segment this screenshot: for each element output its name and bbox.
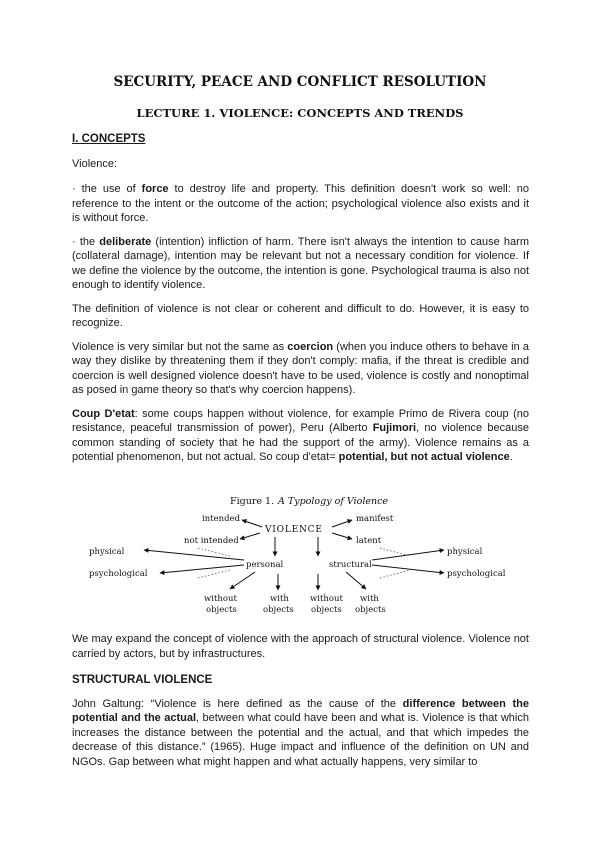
section-heading: I. CONCEPTS xyxy=(72,133,146,145)
label-psychological-left: psychological xyxy=(89,569,148,579)
typology-figure xyxy=(80,492,520,620)
p5-bold2: Fujimori xyxy=(372,422,417,434)
p1-rest: to destroy life and property. This definition doesn't work so well: no reference to the intent or the outcome of the action; psychological violence also exists and it is without force. xyxy=(72,183,529,224)
definition-unclear-paragraph: The definition of violence is not clear or coherent and difficult to do. However, it is easy to recognize. xyxy=(72,302,529,329)
p5-bold3: potential, but not actual violence xyxy=(338,451,510,463)
label-objects-3: objects xyxy=(311,605,342,615)
label-objects-2: objects xyxy=(263,605,294,615)
p4-rest: (when you induce others to behave in a way they dislike by threatening them if they don't comply: mafia, if the threat is credible and coercion is well designed violence doesn't have to be used, violence is costly and nonoptimal as posed in game theory so that's why coercion happens). xyxy=(72,340,529,396)
label-intended: intended xyxy=(202,514,241,524)
label-with-2: with xyxy=(360,594,379,604)
structural-violence-heading: STRUCTURAL VIOLENCE xyxy=(72,674,213,686)
label-structural: structural xyxy=(329,560,372,570)
p7-prefix: John Galtung: “Violence is here defined as the cause of the xyxy=(72,697,403,710)
label-with-1: with xyxy=(270,594,289,604)
galtung-paragraph xyxy=(72,697,529,770)
label-physical-left: physical xyxy=(89,547,125,557)
section-structural xyxy=(72,632,529,769)
p4-prefix: Violence is very similar but not the same as xyxy=(72,340,288,353)
p2-prefix: · the xyxy=(72,235,100,248)
label-latent: latent xyxy=(356,536,382,546)
label-not-intended: not intended xyxy=(184,536,239,546)
definition-force-paragraph xyxy=(72,182,529,226)
label-without-2: without xyxy=(310,594,343,604)
label-psychological-right: psychological xyxy=(447,569,506,579)
figure-dotted-lines xyxy=(198,548,410,578)
label-without-1: without xyxy=(204,594,237,604)
label-physical-right: physical xyxy=(447,547,483,557)
p5-mid2: , no violence because common standing of society that he had the support of the army). Violence remains as a potential phenomenon, but not actual. So coup d'etat= xyxy=(72,422,529,463)
structural-intro-paragraph: We may expand the concept of violence with the approach of structural violence. Violence not carried by actors, but by infrastructures. xyxy=(72,633,529,660)
lecture-title: LECTURE 1. VIOLENCE: CONCEPTS AND TRENDS xyxy=(136,106,464,120)
p4-bold: coercion xyxy=(287,340,334,353)
p7-rest: , between what could have been and what is. Violence is that which increases the distance between the potential and the actual, and that which impedes the decrease of this distance.” (1965). Huge impact and influence of the definition on UN and NGOs. Gap between what might happen and what actually happens, very similar to xyxy=(72,712,529,768)
p1-prefix: · the use of xyxy=(72,183,142,195)
coercion-paragraph xyxy=(72,340,529,398)
figure-caption-prefix: Figure 1. xyxy=(230,496,275,507)
coup-paragraph xyxy=(72,407,529,465)
label-objects-4: objects xyxy=(355,605,386,615)
label-objects-1: objects xyxy=(206,605,237,615)
p5-mid1: : some coups happen without violence, for example Primo de Rivera coup (no resistance, peaceful transmission of power), Peru (Alberto xyxy=(72,407,529,434)
label-manifest: manifest xyxy=(356,514,394,524)
p2-bold: deliberate xyxy=(99,235,152,248)
p1-bold: force xyxy=(141,183,169,195)
label-violence: VIOLENCE xyxy=(265,525,323,535)
p7-bold: difference between the potential and the actual xyxy=(72,697,529,724)
section-concepts xyxy=(72,132,529,465)
figure-caption-title: A Typology of Violence xyxy=(278,496,389,507)
label-personal: personal xyxy=(246,560,284,570)
p2-rest: (intention) infliction of harm. There isn't always the intention to cause harm (collateral damage), intention may be relevant but not a necessary condition for violence. If we define the violence by the outcome, the intention is gone. Psychological trauma is also not enough to identify violence. xyxy=(72,235,529,291)
p5-end: . xyxy=(509,451,513,463)
course-title: SECURITY, PEACE AND CONFLICT RESOLUTION xyxy=(113,74,487,90)
p5-bold1: Coup D'etat xyxy=(72,407,135,420)
intro-line: Violence: xyxy=(72,157,118,170)
definition-deliberate-paragraph xyxy=(72,235,529,293)
